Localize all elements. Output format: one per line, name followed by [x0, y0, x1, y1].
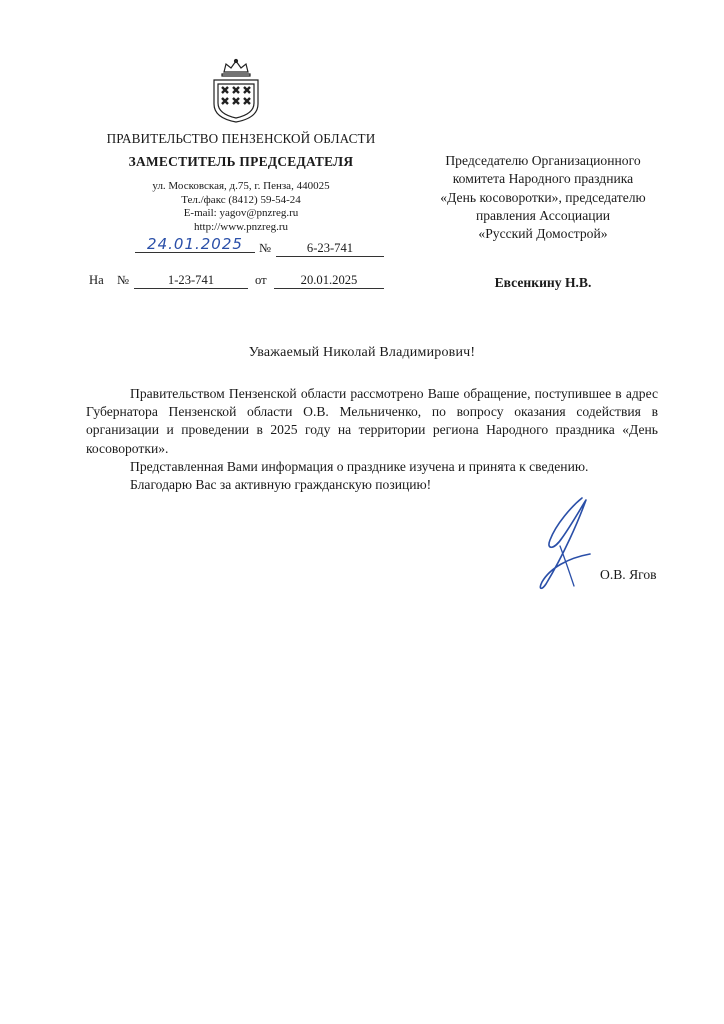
coat-of-arms-icon [211, 58, 261, 124]
registration-date-field [135, 236, 255, 253]
salutation: Уважаемый Николай Владимирович! [248, 345, 476, 360]
reply-label-no: № [117, 273, 130, 287]
website: http://www.pnzreg.ru [194, 220, 288, 233]
registration-date-handwritten: 24.01.2025 [147, 235, 243, 253]
addressee-line: правления Ассоциации [475, 207, 611, 223]
paragraph: Представленная Вами информация о празднике изучена и принята к сведению. [130, 458, 589, 474]
phone: Тел./факс (8412) 59-54-24 [181, 193, 301, 206]
addressee-line: «День косоворотки», председателю [440, 189, 646, 205]
paragraph: Благодарю Вас за активную гражданскую позицию! [130, 477, 432, 493]
organization-name: ПРАВИТЕЛЬСТВО ПЕНЗЕНСКОЙ ОБЛАСТИ [106, 131, 376, 146]
address: ул. Московская, д.75, г. Пенза, 440025 [152, 180, 330, 192]
addressee-line: «Русский Домострой» [478, 226, 608, 242]
registration-number-label: № [259, 241, 272, 255]
reply-from-label: от [255, 273, 267, 287]
addressee-line: комитета Народного праздника [452, 171, 634, 187]
signer-name: О.В. Ягов [600, 567, 657, 582]
contact-block [104, 180, 378, 234]
paragraph: Правительством Пензенской области рассмотрено Ваше обращение, поступившее в адрес Губернатора Пензенской области О.В. Мельниченко, по вопросу оказания содействия в организации и проведении в 2025 году на территории региона Народного праздника «День косоворотки». [86, 386, 658, 456]
registration-number: 6-23-741 [276, 240, 384, 257]
email: E-mail: yagov@pnzreg.ru [183, 207, 299, 220]
addressee-line: Председателю Организационного [445, 153, 641, 168]
addressee-block [400, 152, 686, 243]
reply-label-na: На [89, 273, 104, 287]
reply-date: 20.01.2025 [274, 272, 384, 289]
official-position: ЗАМЕСТИТЕЛЬ ПРЕДСЕДАТЕЛЯ [128, 154, 354, 169]
reply-number: 1-23-741 [134, 272, 248, 289]
letter-body [86, 385, 658, 494]
addressee-name: Евсенкину Н.В. [494, 275, 592, 290]
